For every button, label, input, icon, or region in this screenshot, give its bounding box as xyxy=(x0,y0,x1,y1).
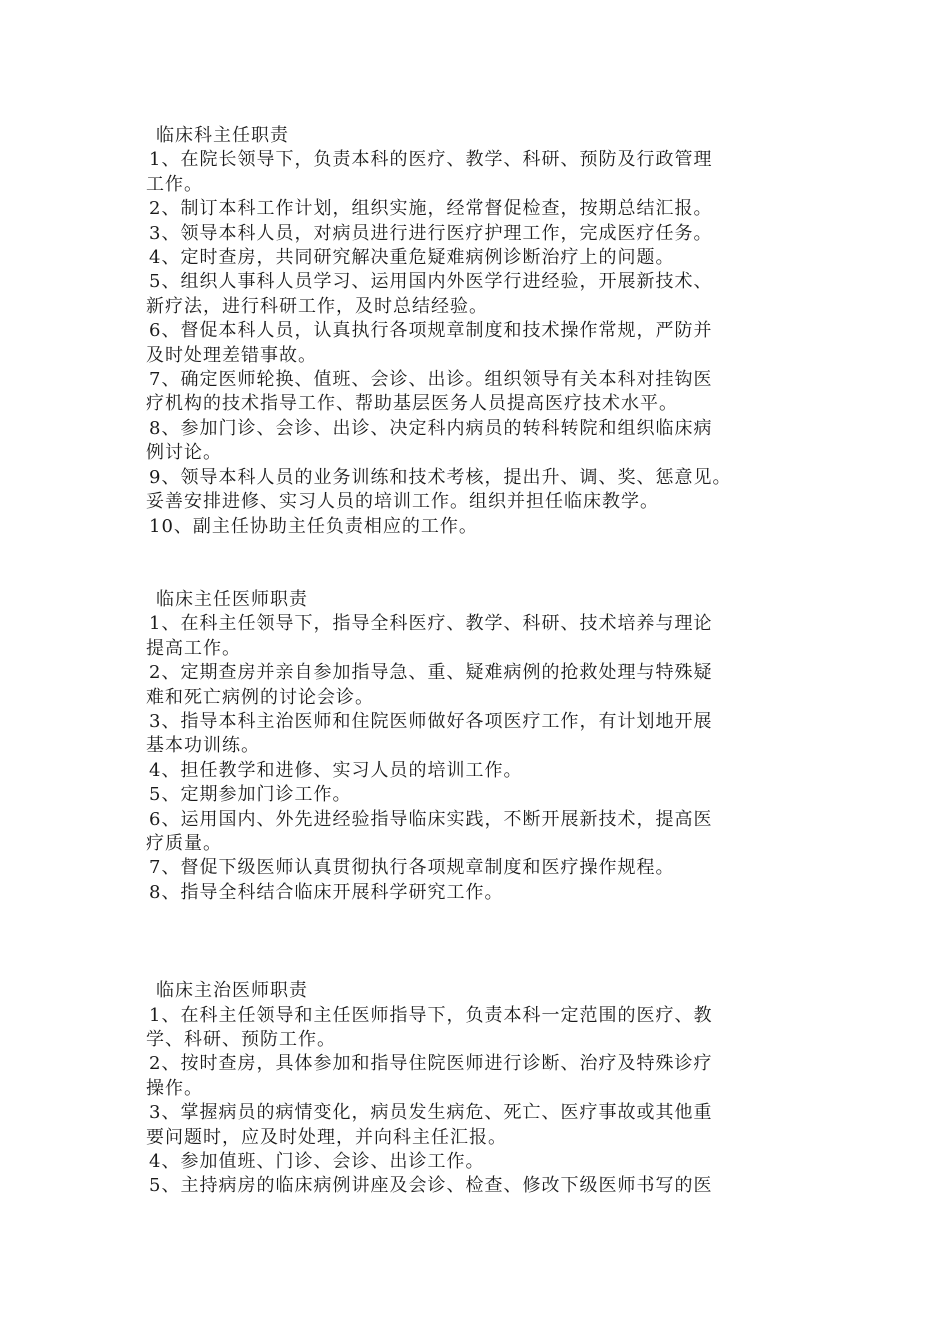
section-spacer xyxy=(146,539,806,588)
section-title: 临床主任医师职责 xyxy=(156,588,308,610)
list-item: 4、参加值班、门诊、会诊、出诊工作。 xyxy=(149,1151,485,1173)
list-item: 4、担任教学和进修、实习人员的培训工作。 xyxy=(149,759,523,781)
list-item: 1、在院长领导下，负责本科的医疗、教学、科研、预防及行政管理 工作。 xyxy=(146,149,713,195)
list-item: 7、确定医师轮换、值班、会诊、出诊。组织领导有关本科对挂钩医 疗机构的技术指导工作、帮助基层医务人员提高医疗技术水平。 xyxy=(146,369,713,415)
list-item: 5、组织人事科人员学习、运用国内外医学行进经验，开展新技术、 新疗法，进行科研工作，及时总结经验。 xyxy=(146,271,713,317)
section-chief-physician xyxy=(146,588,806,905)
section-attending-physician xyxy=(146,979,806,1199)
list-item: 3、掌握病员的病情变化，病员发生病危、死亡、医疗事故或其他重 要问题时，应及时处理，并向科主任汇报。 xyxy=(146,1102,713,1148)
section-department-head xyxy=(146,124,806,539)
document-page xyxy=(146,124,806,1199)
list-item: 10、副主任协助主任负责相应的工作。 xyxy=(149,515,478,537)
list-item: 1、在科主任领导和主任医师指导下，负责本科一定范围的医疗、教 学、科研、预防工作。 xyxy=(146,1004,713,1050)
list-item: 6、运用国内、外先进经验指导临床实践，不断开展新技术，提高医 疗质量。 xyxy=(146,808,713,854)
section-title: 临床科主任职责 xyxy=(156,125,289,146)
list-item: 8、指导全科结合临床开展科学研究工作。 xyxy=(149,881,504,903)
list-item: 1、在科主任领导下，指导全科医疗、教学、科研、技术培养与理论 提高工作。 xyxy=(146,613,713,659)
list-item: 7、督促下级医师认真贯彻执行各项规章制度和医疗操作规程。 xyxy=(149,857,675,879)
list-item: 6、督促本科人员，认真执行各项规章制度和技术操作常规，严防并 及时处理差错事故。 xyxy=(146,320,713,366)
list-item: 8、参加门诊、会诊、出诊、决定科内病员的转科转院和组织临床病 例讨论。 xyxy=(146,417,713,464)
list-item: 5、主持病房的临床病例讲座及会诊、检查、修改下级医师书写的医 xyxy=(149,1175,713,1197)
list-item: 3、指导本科主治医师和住院医师做好各项医疗工作，有计划地开展 基本功训练。 xyxy=(146,710,713,757)
list-item: 5、定期参加门诊工作。 xyxy=(149,784,352,806)
list-item: 3、领导本科人员，对病员进行进行医疗护理工作，完成医疗任务。 xyxy=(149,222,713,244)
list-item: 4、定时查房，共同研究解决重危疑难病例诊断治疗上的问题。 xyxy=(149,247,675,269)
list-item: 2、按时查房，具体参加和指导住院医师进行诊断、治疗及特殊诊疗 操作。 xyxy=(146,1053,713,1099)
section-spacer xyxy=(146,905,806,979)
list-item: 2、定期查房并亲自参加指导急、重、疑难病例的抢救处理与特殊疑 难和死亡病例的讨论会诊。 xyxy=(146,662,713,708)
section-title: 临床主治医师职责 xyxy=(156,980,308,1002)
list-item: 2、制订本科工作计划，组织实施，经常督促检查，按期总结汇报。 xyxy=(149,198,713,220)
list-item: 9、领导本科人员的业务训练和技术考核，提出升、调、奖、惩意见。 妥善安排进修、实习人员的培训工作。组织并担任临床教学。 xyxy=(146,466,732,513)
